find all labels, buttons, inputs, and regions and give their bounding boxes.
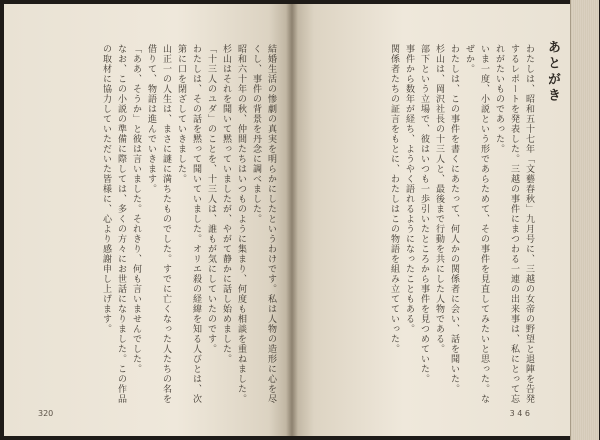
left-page-body-text: 結婚生活の惨劇の真実を明らかにしたというわけです。私は人物の造形に心を尽くし、事件の背景を丹念に調べました。 昭和六十年の秋、仲間たちはいつものように集まり、何度も相談を重ねました。杉山はそれを聞いて黙っていましたが、やがて静かに話し始めました。 「十三人のユダ」のことを、十三人は、誰もが気にしていたのです。 わたしは、その話を黙って聞いていました。オリエ殺の経緯を知る人びとは、次第に口を閉ざしていきました。 山正一の人生は、まさに謎に満ちたものでした。すでに亡くなった人たちの名を借りて、物語は進んでいきます。 「ああ、そうか」と彼は言いました。それきり、何も言いませんでした。 なお、この小説の準備に際しては、多くの方々にお世話になりました。この作品の取材に協力していただいた皆様に、心より感謝申し上げます。: [101, 44, 276, 404]
right-page-number: 3 4 6: [509, 409, 530, 418]
book-gutter: [286, 4, 298, 436]
right-page: [292, 4, 570, 436]
page-edges: [570, 0, 599, 440]
left-page: [4, 4, 292, 436]
left-page-number: 320: [38, 409, 54, 418]
afterword-heading: あとがき: [545, 40, 560, 104]
right-page-body-text: わたしは、昭和五十七年「文藝春秋」九月号に、三越の女帝の野望と退陣を告発するレポートを発表した。三越の事件にまつわる一連の出来事は、私にとって忘れがたいものであった。 いま一度、小説という形であらためて、その事件を見直してみたいと思った。なぜか。 わたしは、この事件を書くにあたって、何人かの関係者に会い、話を聞いた。 杉山は、岡沢社長の十三人と、最後まで行動を共にした人物である。 部下という立場で、彼はいつも一歩引いたところから事件を見つめていた。 事件から数年が経ち、ようやく語れるようになったこともある。 関係者たちの証言をもとに、わたしはこの物語を組み立てていった。: [389, 44, 534, 404]
